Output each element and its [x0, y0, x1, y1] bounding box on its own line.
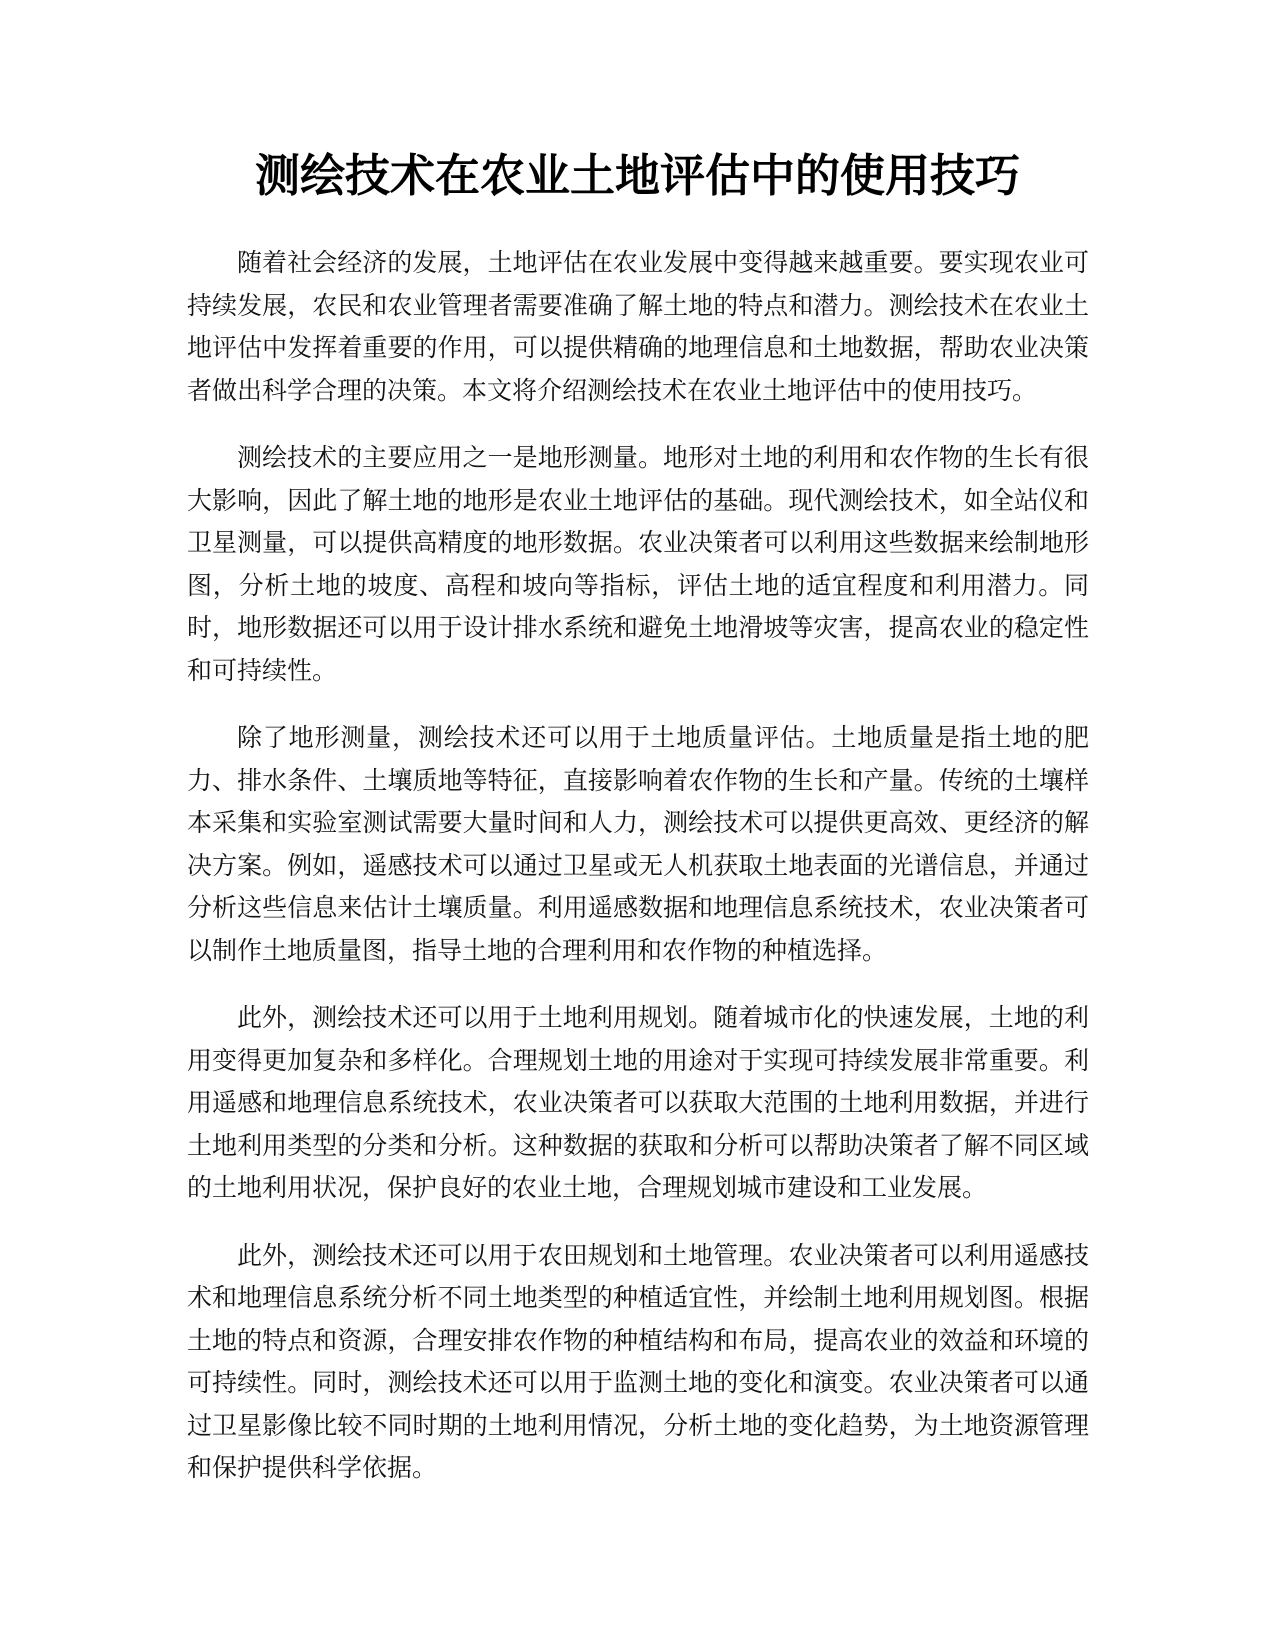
paragraph-land-use-planning: 此外，测绘技术还可以用于土地利用规划。随着城市化的快速发展，土地的利用变得更加复杂和多样化。合理规划土地的用途对于实现可持续发展非常重要。利用遥感和地理信息系统技术，农业决策者可以获取大范围的土地利用数据，并进行土地利用类型的分类和分析。这种数据的获取和分析可以帮助决策者了解不同区域的土地利用状况，保护良好的农业土地，合理规划城市建设和工业发展。 — [187, 1003, 1089, 1202]
document-title: 测绘技术在农业土地评估中的使用技巧 — [254, 149, 1020, 202]
document-body — [187, 242, 1089, 1515]
paragraph-intro: 随着社会经济的发展，土地评估在农业发展中变得越来越重要。要实现农业可持续发展，农民和农业管理者需要准确了解土地的特点和潜力。测绘技术在农业土地评估中发挥着重要的作用，可以提供精确的地理信息和土地数据，帮助农业决策者做出科学合理的决策。本文将介绍测绘技术在农业土地评估中的使用技巧。 — [187, 248, 1089, 405]
paragraph-terrain-survey: 测绘技术的主要应用之一是地形测量。地形对土地的利用和农作物的生长有很大影响，因此了解土地的地形是农业土地评估的基础。现代测绘技术，如全站仪和卫星测量，可以提供高精度的地形数据。农业决策者可以利用这些数据来绘制地形图，分析土地的坡度、高程和坡向等指标，评估土地的适宜程度和利用潜力。同时，地形数据还可以用于设计排水系统和避免土地滑坡等灾害，提高农业的稳定性和可持续性。 — [187, 443, 1089, 685]
paragraph-land-quality: 除了地形测量，测绘技术还可以用于土地质量评估。土地质量是指土地的肥力、排水条件、土壤质地等特征，直接影响着农作物的生长和产量。传统的土壤样本采集和实验室测试需要大量时间和人力，测绘技术可以提供更高效、更经济的解决方案。例如，遥感技术可以通过卫星或无人机获取土地表面的光谱信息，并通过分析这些信息来估计土壤质量。利用遥感数据和地理信息系统技术，农业决策者可以制作土地质量图，指导土地的合理利用和农作物的种植选择。 — [187, 723, 1089, 965]
paragraph-farmland-management: 此外，测绘技术还可以用于农田规划和土地管理。农业决策者可以利用遥感技术和地理信息系统分析不同土地类型的种植适宜性，并绘制土地利用规划图。根据土地的特点和资源，合理安排农作物的种植结构和布局，提高农业的效益和环境的可持续性。同时，测绘技术还可以用于监测土地的变化和演变。农业决策者可以通过卫星影像比较不同时期的土地利用情况，分析土地的变化趋势，为土地资源管理和保护提供科学依据。 — [187, 1240, 1089, 1482]
